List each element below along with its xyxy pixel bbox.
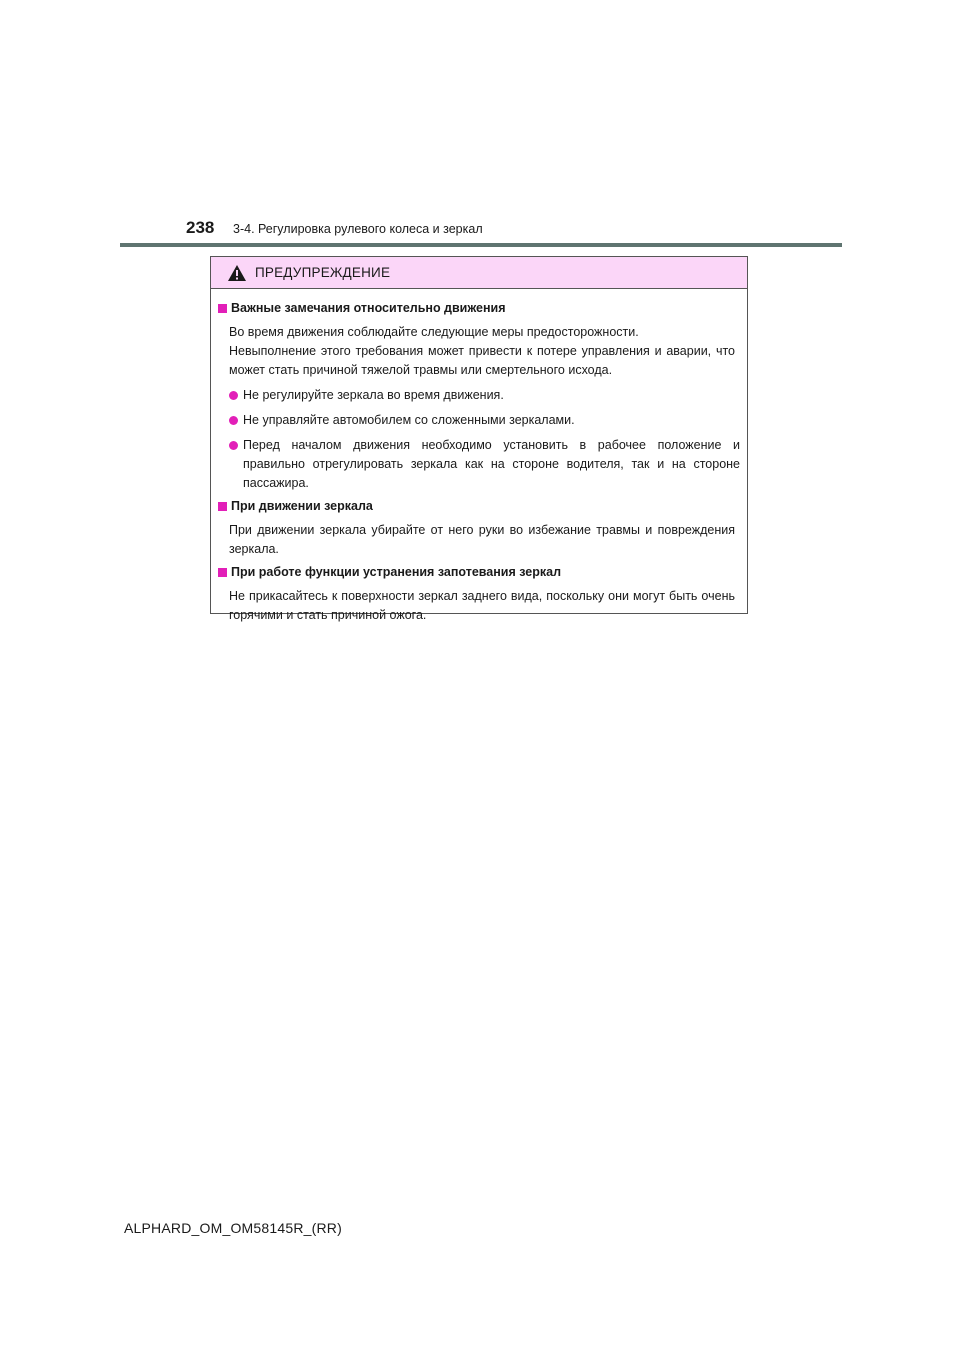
header-divider <box>120 243 842 247</box>
paragraph: Не прикасайтесь к поверхности зеркал заднего вида, поскольку они могут быть очень горячими и стать причиной ожога. <box>229 589 735 622</box>
section-heading <box>218 563 740 582</box>
paragraph: Невыполнение этого требования может привести к потере управления и аварии, что может стать причиной тяжелой травмы или смертельного исхода. <box>229 344 735 377</box>
bullet-item <box>218 436 740 493</box>
round-bullet-icon <box>229 441 238 450</box>
section-heading <box>218 497 740 516</box>
section-heading-text: Важные замечания относительно движения <box>231 301 506 315</box>
section-heading-text: При работе функции устранения запотевания зеркал <box>231 565 562 579</box>
square-bullet-icon <box>218 568 227 577</box>
warning-section <box>218 563 740 625</box>
warning-section <box>218 497 740 559</box>
paragraph: Во время движения соблюдайте следующие меры предосторожности. <box>229 325 639 339</box>
warning-box <box>210 256 748 622</box>
bullet-text: Перед началом движения необходимо установить в рабочее положение и правильно отрегулировать зеркала как на стороне водителя, так и на стороне пассажира. <box>243 438 740 490</box>
bullet-text: Не управляйте автомобилем со сложенными зеркалами. <box>243 413 575 427</box>
section-heading-text: При движении зеркала <box>231 499 373 513</box>
section-heading <box>218 299 740 318</box>
square-bullet-icon <box>218 502 227 511</box>
round-bullet-icon <box>229 391 238 400</box>
square-bullet-icon <box>218 304 227 313</box>
warning-triangle-icon <box>227 264 247 282</box>
warning-section <box>218 299 740 493</box>
round-bullet-icon <box>229 416 238 425</box>
paragraph: При движении зеркала убирайте от него руки во избежание травмы и повреждения зеркала. <box>229 523 735 556</box>
section-title: 3-4. Регулировка рулевого колеса и зеркал <box>233 222 483 236</box>
warning-header <box>211 257 747 289</box>
bullet-text: Не регулируйте зеркала во время движения. <box>243 388 504 402</box>
bullet-item <box>218 411 740 430</box>
warning-body <box>211 289 747 625</box>
bullet-item <box>218 386 740 405</box>
document-code: ALPHARD_OM_OM58145R_(RR) <box>124 1220 342 1236</box>
warning-label: ПРЕДУПРЕЖДЕНИЕ <box>255 265 391 280</box>
page-number: 238 <box>186 218 215 237</box>
